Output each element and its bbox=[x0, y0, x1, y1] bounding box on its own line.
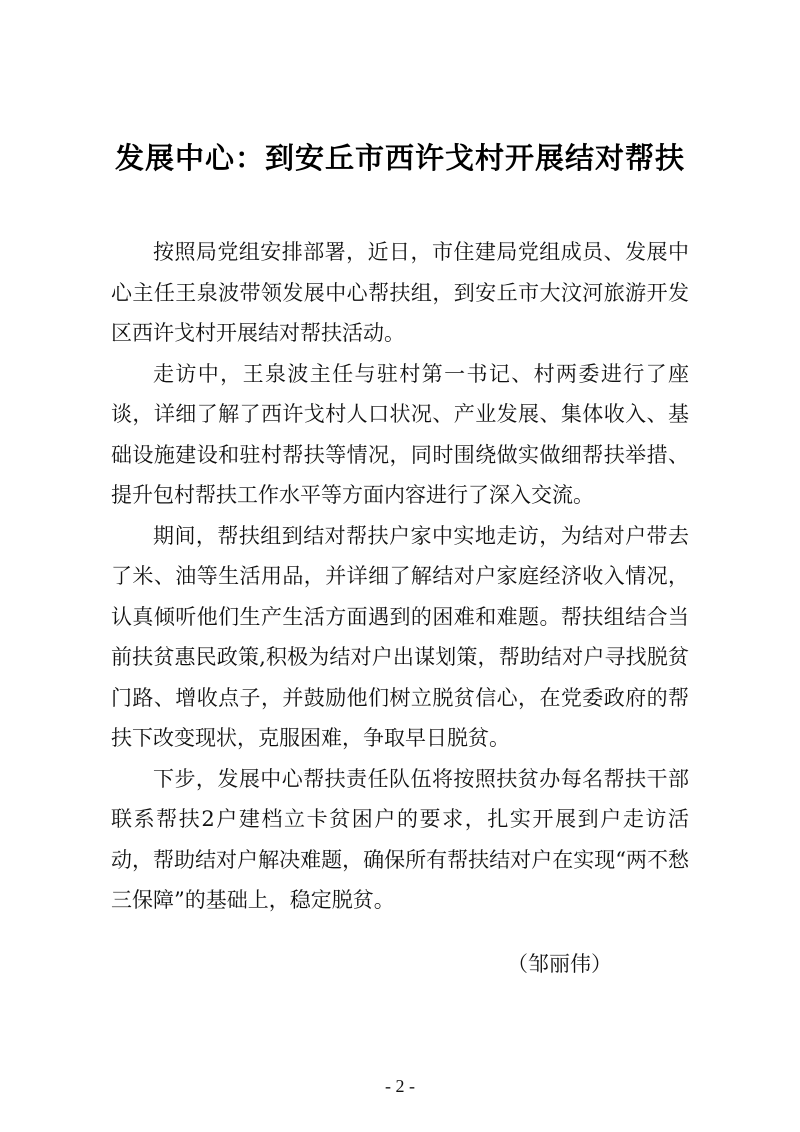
author-byline: （邹丽伟） bbox=[507, 952, 612, 976]
paragraph-4: 下步，发展中心帮扶责任队伍将按照扶贫办每名帮扶干部联系帮扶2户建档立卡贫困户的要求，扎实开展到户走访活动，帮助结对户解决难题，确保所有帮扶结对户在实现“两不愁三保障”的基础上，稳定脱贫。 bbox=[111, 766, 689, 912]
paragraph-2: 走访中，王泉波主任与驻村第一书记、村两委进行了座谈，详细了解了西许戈村人口状况、产业发展、集体收入、基础设施建设和驻村帮扶等情况，同时围绕做实做细帮扶举措、提升包村帮扶工作水平等方面内容进行了深入交流。 bbox=[111, 361, 689, 507]
paragraph-1: 按照局党组安排部署，近日，市住建局党组成员、发展中心主任王泉波带领发展中心帮扶组，到安丘市大汶河旅游开发区西许戈村开展结对帮扶活动。 bbox=[111, 240, 689, 345]
article-body bbox=[111, 232, 689, 921]
article-title: 发展中心：到安丘市西许戈村开展结对帮扶 bbox=[114, 141, 685, 175]
page-number: - 2 - bbox=[385, 1076, 415, 1096]
paragraph-3: 期间，帮扶组到结对帮扶户家中实地走访，为结对户带去了米、油等生活用品，并详细了解结对户家庭经济收入情况，认真倾听他们生产生活方面遇到的困难和难题。帮扶组结合当前扶贫惠民政策,积极为结对户出谋划策，帮助结对户寻找脱贫门路、增收点子，并鼓励他们树立脱贫信心，在党委政府的帮扶下改变现状，克服困难，争取早日脱贫。 bbox=[111, 523, 689, 750]
